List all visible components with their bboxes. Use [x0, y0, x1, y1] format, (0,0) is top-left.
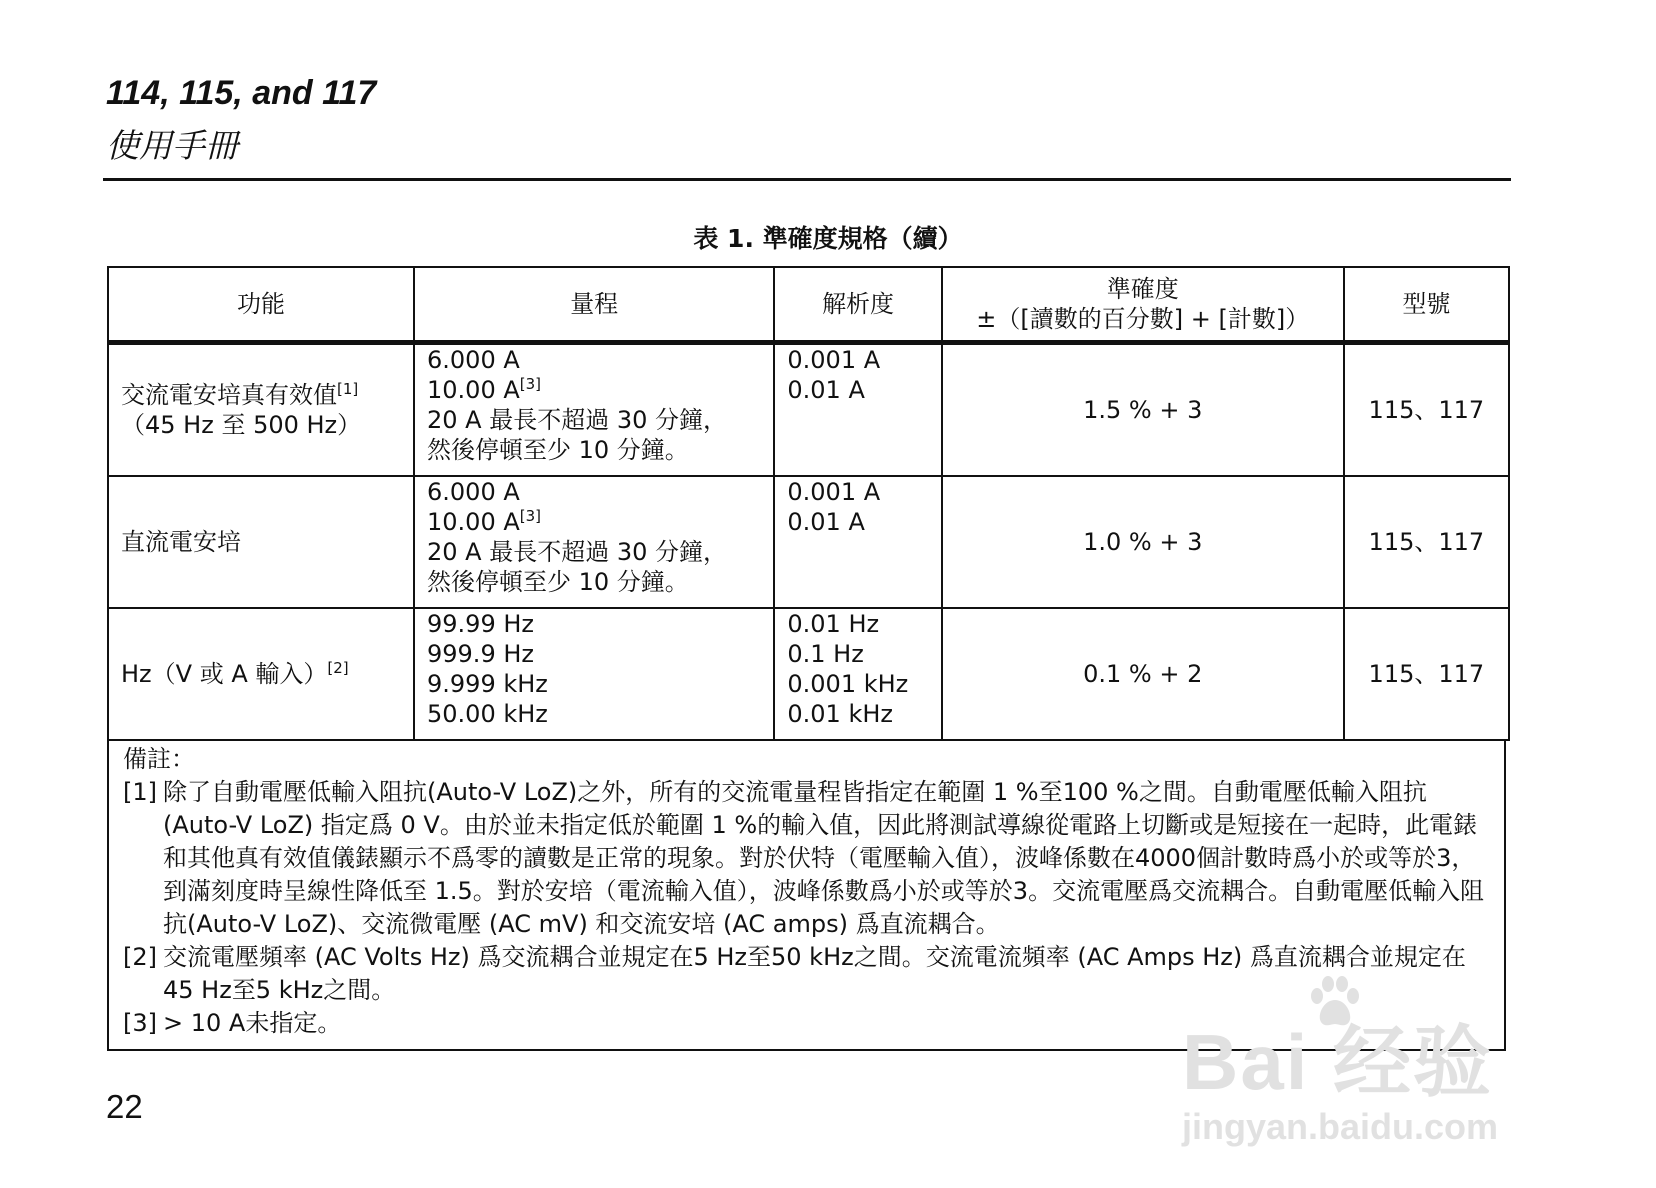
table-caption: 表 1. 準確度規格（續）	[693, 224, 963, 253]
model-cell: 115、117	[1344, 343, 1509, 477]
range-value: 20 A 最長不超過 30 分鐘，	[427, 406, 728, 434]
range-cell	[414, 608, 774, 740]
page-number: 22	[106, 1088, 143, 1125]
range-value: 99.99 Hz	[427, 610, 534, 638]
note-item	[123, 776, 1504, 941]
watermark	[1182, 1000, 1498, 1148]
manual-subtitle: 使用手冊	[106, 126, 238, 165]
table-row	[108, 476, 1509, 608]
note-text: 交流電壓頻率 (AC Volts Hz) 爲交流耦合並規定在5 Hz至50 kHz之間。交流電流頻率 (AC Amps Hz) 爲直流耦合並規定在45 Hz至5 kHz之間。	[163, 943, 1466, 1004]
model-cell: 115、117	[1344, 476, 1509, 608]
range-value: 20 A 最長不超過 30 分鐘，	[427, 538, 728, 566]
watermark-logo-text: Bai 经验	[1182, 1018, 1494, 1106]
resolution-value: 0.001 kHz	[787, 670, 909, 698]
function-freq-range: （45 Hz 至 500 Hz）	[121, 411, 362, 439]
resolution-value: 0.001 A	[787, 478, 881, 506]
table-row	[108, 608, 1509, 740]
range-value: 然後停頓至少 10 分鐘。	[427, 436, 689, 464]
accuracy-cell: 1.0 % + 3	[942, 476, 1344, 608]
note-item	[123, 941, 1504, 1007]
range-value: 10.00 A	[427, 508, 520, 536]
resolution-value: 0.01 kHz	[787, 700, 893, 728]
range-value: 999.9 Hz	[427, 640, 534, 668]
range-cell	[414, 476, 774, 608]
function-name: 交流電安培真有效值	[121, 381, 337, 409]
notes-heading: 備註：	[123, 745, 195, 773]
resolution-value: 0.01 Hz	[787, 610, 880, 638]
function-cell	[108, 476, 414, 608]
note-tag: [2]	[123, 943, 157, 971]
note-tag: [1]	[123, 778, 157, 806]
resolution-cell	[774, 608, 941, 740]
range-value: 10.00 A	[427, 376, 520, 404]
footnote-ref: [3]	[519, 507, 542, 525]
resolution-cell	[774, 476, 941, 608]
footnote-ref: [3]	[519, 375, 542, 393]
col-function: 功能	[108, 267, 414, 343]
header-rule	[103, 178, 1511, 181]
resolution-value: 0.01 A	[787, 376, 865, 404]
range-value: 然後停頓至少 10 分鐘。	[427, 568, 689, 596]
footnote-ref: [2]	[327, 659, 349, 677]
function-cell	[108, 343, 414, 477]
resolution-value: 0.01 A	[787, 508, 865, 536]
function-name: 直流電安培	[121, 528, 241, 556]
note-text: 除了自動電壓低輸入阻抗(Auto-V LoZ)之外，所有的交流電量程皆指定在範圍 1 %至100 %之間。自動電壓低輸入阻抗 (Auto-V LoZ) 指定爲 0 V。由於並未指定低於範圍 1 %的輸入值，因此將測試導線從電路上切斷或是短接在一起時，此電錶和其他真有效值儀錶顯示不爲零的讀數是正常的現象。對於伏特（電壓輸入值），波峰係數在4000個計數時爲小於或等於3，到滿刻度時呈線性降低至 1.5。對於安培（電流輸入值），波峰係數爲小於或等於3。交流電壓爲交流耦合。自動電壓低輸入阻抗(Auto-V LoZ)、交流微電壓 (AC mV) 和交流安培 (AC amps) 爲直流耦合。	[163, 778, 1485, 938]
range-value: 50.00 kHz	[427, 700, 548, 728]
range-value: 6.000 A	[427, 346, 520, 374]
accuracy-cell: 1.5 % + 3	[942, 343, 1344, 477]
manual-title: 114, 115, and 117	[106, 74, 377, 112]
col-resolution: 解析度	[774, 267, 941, 343]
resolution-cell	[774, 343, 941, 477]
range-value: 6.000 A	[427, 478, 520, 506]
accuracy-spec-table	[107, 266, 1510, 741]
watermark-url: jingyan.baidu.com	[1182, 1106, 1499, 1147]
col-accuracy	[942, 267, 1344, 343]
range-value: 9.999 kHz	[427, 670, 548, 698]
range-cell	[414, 343, 774, 477]
col-range: 量程	[414, 267, 774, 343]
function-name: Hz（V 或 A 輸入）	[121, 660, 328, 688]
accuracy-cell: 0.1 % + 2	[942, 608, 1344, 740]
col-accuracy-formula: ±（[讀數的百分數] + [計數]）	[976, 305, 1310, 333]
note-text: > 10 A未指定。	[163, 1009, 342, 1037]
model-cell: 115、117	[1344, 608, 1509, 740]
col-accuracy-title: 準確度	[1106, 275, 1179, 303]
footnote-ref: [1]	[337, 380, 359, 398]
header-row	[108, 267, 1509, 343]
table-row	[108, 343, 1509, 477]
resolution-value: 0.001 A	[787, 346, 881, 374]
note-tag: [3]	[123, 1009, 157, 1037]
function-cell	[108, 608, 414, 740]
resolution-value: 0.1 Hz	[787, 640, 864, 668]
col-model: 型號	[1344, 267, 1509, 343]
